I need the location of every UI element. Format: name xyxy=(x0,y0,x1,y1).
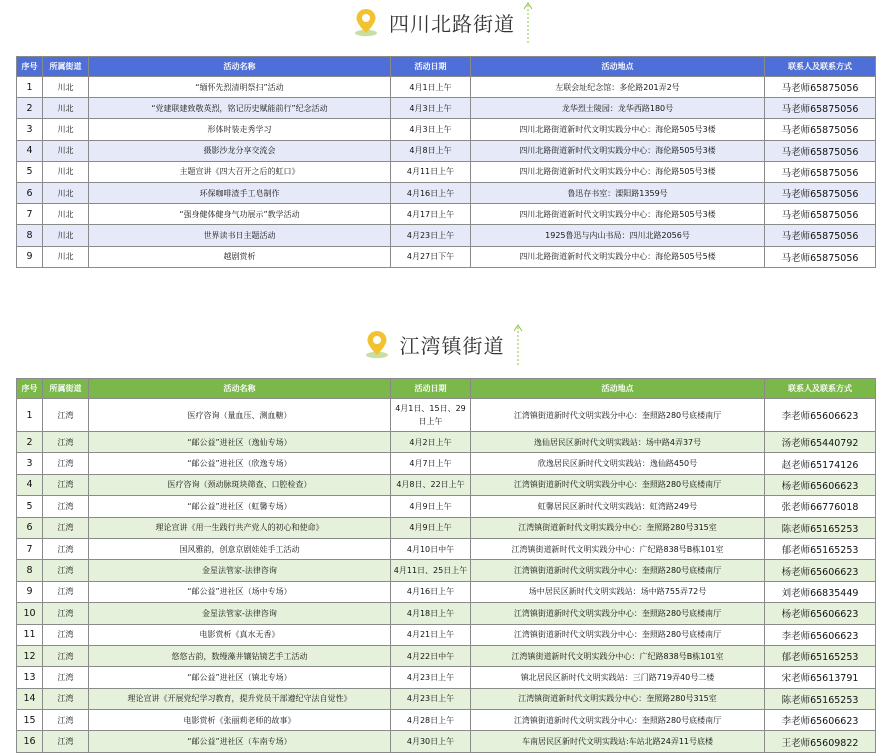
cell-street: 江湾 xyxy=(43,474,89,495)
cell-date: 4月27日下午 xyxy=(391,246,471,267)
cell-no: 5 xyxy=(17,161,43,182)
cell-activity-name: 医疗咨询（量血压、测血糖） xyxy=(89,399,391,432)
table-row xyxy=(17,645,876,666)
cell-contact: 马老师65875056 xyxy=(765,225,876,246)
col-header-place: 活动地点 xyxy=(471,379,765,399)
cell-contact: 马老师65875056 xyxy=(765,77,876,98)
cell-contact: 陈老师65165253 xyxy=(765,688,876,709)
cell-activity-name: 形体时装走秀学习 xyxy=(89,119,391,140)
cell-activity-name: 医疗咨询（颈动脉斑块筛查、口腔检查） xyxy=(89,474,391,495)
cell-contact: 李老师65606623 xyxy=(765,624,876,645)
cell-place: 江湾镇街道新时代文明实践分中心：奎照路280号底楼南厅 xyxy=(471,399,765,432)
cell-place: 鲁迅存书室：溧阳路1359号 xyxy=(471,182,765,203)
cell-place: 四川北路街道新时代文明实践分中心：海伦路505号5楼 xyxy=(471,246,765,267)
cell-activity-name: 电影赏析《张丽莉老师的故事》 xyxy=(89,710,391,731)
cell-street: 川北 xyxy=(43,161,89,182)
cell-place: 镇北居民区新时代文明实践站：三门路719弄40号二楼 xyxy=(471,667,765,688)
table-row xyxy=(17,560,876,581)
cell-no: 5 xyxy=(17,496,43,517)
table-row xyxy=(17,204,876,225)
cell-date: 4月17日上午 xyxy=(391,204,471,225)
cell-street: 江湾 xyxy=(43,581,89,602)
cell-date: 4月9日上午 xyxy=(391,496,471,517)
cell-no: 13 xyxy=(17,667,43,688)
cell-activity-name: 环保咖啡渣手工皂制作 xyxy=(89,182,391,203)
cell-activity-name: 金星法管家-法律咨询 xyxy=(89,603,391,624)
cell-activity-name: 主题宣讲《四大召开之后的虹口》 xyxy=(89,161,391,182)
cell-activity-name: “邮公益”进社区（场中专场） xyxy=(89,581,391,602)
cell-date: 4月21日上午 xyxy=(391,624,471,645)
table-header-row xyxy=(17,379,876,399)
cell-no: 10 xyxy=(17,603,43,624)
table-row xyxy=(17,161,876,182)
table-row xyxy=(17,182,876,203)
cell-no: 16 xyxy=(17,731,43,752)
cell-contact: 马老师65875056 xyxy=(765,98,876,119)
col-header-street: 所属街道 xyxy=(43,379,89,399)
cell-date: 4月30日上午 xyxy=(391,731,471,752)
cell-date: 4月3日上午 xyxy=(391,98,471,119)
table-row xyxy=(17,624,876,645)
cell-place: 江湾镇街道新时代文明实践分中心：奎照路280号底楼南厅 xyxy=(471,624,765,645)
cell-contact: 郁老师65165253 xyxy=(765,645,876,666)
cell-street: 川北 xyxy=(43,204,89,225)
cell-place: 欣逸居民区新时代文明实践站：逸仙路450号 xyxy=(471,453,765,474)
cell-date: 4月10日中午 xyxy=(391,538,471,559)
cell-activity-name: 国风雅韵，创意京剧娃娃手工活动 xyxy=(89,538,391,559)
cell-place: 逸仙居民区新时代文明实践站：场中路4弄37号 xyxy=(471,432,765,453)
cell-place: 江湾镇街道新时代文明实践分中心：奎照路280号底楼南厅 xyxy=(471,710,765,731)
cell-street: 江湾 xyxy=(43,710,89,731)
cell-street: 江湾 xyxy=(43,432,89,453)
cell-contact: 马老师65875056 xyxy=(765,246,876,267)
cell-no: 7 xyxy=(17,204,43,225)
cell-place: 1925鲁迅与内山书局：四川北路2056号 xyxy=(471,225,765,246)
cell-place: 左联会址纪念馆：多伦路201弄2号 xyxy=(471,77,765,98)
arrow-up-deco-icon xyxy=(523,1,533,41)
cell-no: 8 xyxy=(17,225,43,246)
cell-activity-name: 金星法管家-法律咨询 xyxy=(89,560,391,581)
cell-date: 4月3日上午 xyxy=(391,119,471,140)
cell-date: 4月1日、15日、29日上午 xyxy=(391,399,471,432)
cell-street: 江湾 xyxy=(43,731,89,752)
cell-no: 7 xyxy=(17,538,43,559)
cell-activity-name: “邮公益”进社区（逸仙专场） xyxy=(89,432,391,453)
cell-contact: 李老师65606623 xyxy=(765,710,876,731)
cell-street: 川北 xyxy=(43,119,89,140)
cell-street: 江湾 xyxy=(43,603,89,624)
cell-contact: 宋老师65613791 xyxy=(765,667,876,688)
table-row xyxy=(17,225,876,246)
cell-street: 江湾 xyxy=(43,667,89,688)
cell-no: 3 xyxy=(17,119,43,140)
cell-place: 江湾镇街道新时代文明实践分中心：奎照路280号底楼南厅 xyxy=(471,603,765,624)
table-row xyxy=(17,399,876,432)
table-row xyxy=(17,517,876,538)
cell-no: 15 xyxy=(17,710,43,731)
col-header-street: 所属街道 xyxy=(43,57,89,77)
cell-no: 14 xyxy=(17,688,43,709)
col-header-name: 活动名称 xyxy=(89,57,391,77)
col-header-no: 序号 xyxy=(17,57,43,77)
cell-street: 川北 xyxy=(43,246,89,267)
cell-date: 4月23日上午 xyxy=(391,667,471,688)
cell-contact: 郁老师65165253 xyxy=(765,538,876,559)
cell-contact: 马老师65875056 xyxy=(765,161,876,182)
cell-street: 川北 xyxy=(43,98,89,119)
col-header-contact: 联系人及联系方式 xyxy=(765,57,876,77)
cell-no: 6 xyxy=(17,182,43,203)
cell-contact: 马老师65875056 xyxy=(765,119,876,140)
cell-activity-name: 世界读书日主题活动 xyxy=(89,225,391,246)
cell-contact: 马老师65875056 xyxy=(765,182,876,203)
cell-contact: 刘老师66835449 xyxy=(765,581,876,602)
cell-street: 川北 xyxy=(43,77,89,98)
cell-contact: 杨老师65606623 xyxy=(765,474,876,495)
cell-date: 4月2日上午 xyxy=(391,432,471,453)
cell-place: 江湾镇街道新时代文明实践分中心：广纪路838号B栋101室 xyxy=(471,645,765,666)
cell-contact: 马老师65875056 xyxy=(765,140,876,161)
cell-no: 2 xyxy=(17,432,43,453)
cell-no: 1 xyxy=(17,77,43,98)
cell-no: 6 xyxy=(17,517,43,538)
col-header-name: 活动名称 xyxy=(89,379,391,399)
cell-activity-name: 摄影沙龙分享交流会 xyxy=(89,140,391,161)
cell-date: 4月18日上午 xyxy=(391,603,471,624)
section-title-text: 四川北路街道 xyxy=(389,11,515,36)
cell-contact: 马老师65875056 xyxy=(765,204,876,225)
cell-street: 江湾 xyxy=(43,688,89,709)
cell-activity-name: “邮公益”进社区（镇北专场） xyxy=(89,667,391,688)
table-row xyxy=(17,119,876,140)
col-header-contact: 联系人及联系方式 xyxy=(765,379,876,399)
cell-no: 2 xyxy=(17,98,43,119)
cell-contact: 李老师65606623 xyxy=(765,399,876,432)
cell-place: 江湾镇街道新时代文明实践分中心：奎照路280号底楼南厅 xyxy=(471,560,765,581)
cell-date: 4月28日上午 xyxy=(391,710,471,731)
cell-street: 江湾 xyxy=(43,538,89,559)
cell-contact: 汤老师65440792 xyxy=(765,432,876,453)
cell-activity-name: 越剧赏析 xyxy=(89,246,391,267)
cell-activity-name: “缅怀先烈清明祭扫”活动 xyxy=(89,77,391,98)
cell-place: 四川北路街道新时代文明实践分中心：海伦路505号3楼 xyxy=(471,161,765,182)
cell-date: 4月8日、22日上午 xyxy=(391,474,471,495)
table-row xyxy=(17,246,876,267)
cell-street: 江湾 xyxy=(43,517,89,538)
cell-place: 龙华烈士陵园：龙华西路180号 xyxy=(471,98,765,119)
cell-place: 江湾镇街道新时代文明实践分中心：奎照路280号315室 xyxy=(471,688,765,709)
cell-activity-name: “强身健体健身气功展示”教学活动 xyxy=(89,204,391,225)
table-row xyxy=(17,98,876,119)
cell-street: 江湾 xyxy=(43,453,89,474)
cell-place: 场中居民区新时代文明实践站：场中路755弄72号 xyxy=(471,581,765,602)
table-row xyxy=(17,667,876,688)
section-title-text: 江湾镇街道 xyxy=(399,333,505,358)
cell-no: 1 xyxy=(17,399,43,432)
cell-street: 江湾 xyxy=(43,496,89,517)
table-row xyxy=(17,688,876,709)
cell-activity-name: 理论宣讲《开展党纪学习教育，提升党员干部遵纪守法自觉性》 xyxy=(89,688,391,709)
table-row xyxy=(17,581,876,602)
cell-activity-name: 悠悠古韵，数缦藻井镶钻镜艺手工活动 xyxy=(89,645,391,666)
col-header-date: 活动日期 xyxy=(391,379,471,399)
cell-place: 江湾镇街道新时代文明实践分中心：奎照路280号底楼南厅 xyxy=(471,474,765,495)
cell-activity-name: “邮公益”进社区（欣逸专场） xyxy=(89,453,391,474)
cell-place: 虹馨居民区新时代文明实践站：虹湾路249号 xyxy=(471,496,765,517)
cell-date: 4月23日上午 xyxy=(391,225,471,246)
cell-activity-name: 理论宣讲《用一生践行共产党人的初心和使命》 xyxy=(89,517,391,538)
cell-street: 江湾 xyxy=(43,560,89,581)
table-row xyxy=(17,140,876,161)
cell-street: 川北 xyxy=(43,182,89,203)
table-row xyxy=(17,710,876,731)
cell-date: 4月23日上午 xyxy=(391,688,471,709)
cell-no: 12 xyxy=(17,645,43,666)
cell-no: 4 xyxy=(17,140,43,161)
cell-date: 4月16日上午 xyxy=(391,182,471,203)
cell-date: 4月11日上午 xyxy=(391,161,471,182)
cell-no: 9 xyxy=(17,581,43,602)
cell-activity-name: “党建联建致敬英烈，铭记历史赋能前行”纪念活动 xyxy=(89,98,391,119)
activity-table-sichuan-north xyxy=(16,56,876,268)
cell-street: 川北 xyxy=(43,225,89,246)
table-row xyxy=(17,432,876,453)
cell-no: 11 xyxy=(17,624,43,645)
cell-contact: 陈老师65165253 xyxy=(765,517,876,538)
cell-activity-name: 电影赏析《真水无香》 xyxy=(89,624,391,645)
cell-activity-name: “邮公益”进社区（车南专场） xyxy=(89,731,391,752)
table-row xyxy=(17,731,876,752)
table-row xyxy=(17,453,876,474)
cell-place: 四川北路街道新时代文明实践分中心：海伦路505号3楼 xyxy=(471,140,765,161)
cell-date: 4月7日上午 xyxy=(391,453,471,474)
section-title-2 xyxy=(0,329,886,359)
cell-contact: 王老师65609822 xyxy=(765,731,876,752)
table-header-row xyxy=(17,57,876,77)
table-row xyxy=(17,538,876,559)
cell-no: 3 xyxy=(17,453,43,474)
col-header-date: 活动日期 xyxy=(391,57,471,77)
cell-date: 4月22日中午 xyxy=(391,645,471,666)
cell-place: 四川北路街道新时代文明实践分中心：海伦路505号3楼 xyxy=(471,119,765,140)
col-header-no: 序号 xyxy=(17,379,43,399)
table-row xyxy=(17,603,876,624)
cell-contact: 赵老师65174126 xyxy=(765,453,876,474)
cell-date: 4月11日、25日上午 xyxy=(391,560,471,581)
cell-contact: 杨老师65606623 xyxy=(765,603,876,624)
cell-place: 江湾镇街道新时代文明实践分中心：奎照路280号315室 xyxy=(471,517,765,538)
cell-contact: 杨老师65606623 xyxy=(765,560,876,581)
location-pin-icon xyxy=(364,329,390,359)
cell-street: 川北 xyxy=(43,140,89,161)
cell-date: 4月16日上午 xyxy=(391,581,471,602)
arrow-up-deco-icon xyxy=(513,323,523,363)
table-row xyxy=(17,474,876,495)
cell-date: 4月8日上午 xyxy=(391,140,471,161)
table-row xyxy=(17,77,876,98)
cell-no: 9 xyxy=(17,246,43,267)
cell-place: 车南居民区新时代文明实践站:车站北路24弄11号底楼 xyxy=(471,731,765,752)
cell-place: 四川北路街道新时代文明实践分中心：海伦路505号3楼 xyxy=(471,204,765,225)
cell-date: 4月9日上午 xyxy=(391,517,471,538)
col-header-place: 活动地点 xyxy=(471,57,765,77)
cell-date: 4月1日上午 xyxy=(391,77,471,98)
activity-table-jiangwan xyxy=(16,378,876,753)
location-pin-icon xyxy=(353,7,379,37)
section-title-1 xyxy=(0,7,886,37)
cell-activity-name: “邮公益”进社区（虹馨专场） xyxy=(89,496,391,517)
cell-contact: 张老师66776018 xyxy=(765,496,876,517)
cell-street: 江湾 xyxy=(43,645,89,666)
cell-no: 4 xyxy=(17,474,43,495)
cell-place: 江湾镇街道新时代文明实践分中心：广纪路838号B栋101室 xyxy=(471,538,765,559)
cell-no: 8 xyxy=(17,560,43,581)
cell-street: 江湾 xyxy=(43,399,89,432)
table-row xyxy=(17,496,876,517)
cell-street: 江湾 xyxy=(43,624,89,645)
